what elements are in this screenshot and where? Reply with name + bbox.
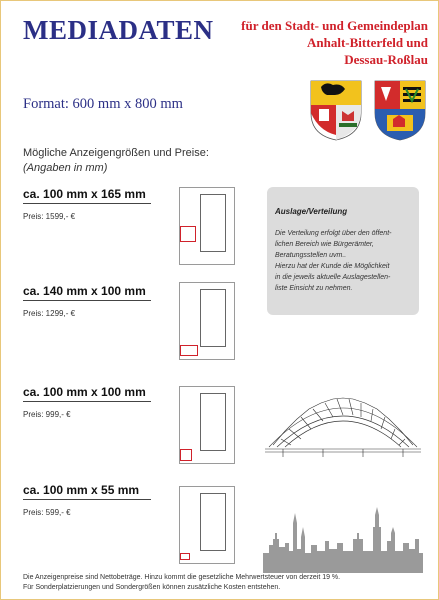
ad-placement-marker — [180, 345, 198, 356]
ad-price-3: Preis: 999,- € — [23, 410, 71, 419]
ad-price-1: Preis: 1599,- € — [23, 212, 76, 221]
info-box-heading: Auslage/Verteilung — [275, 207, 348, 216]
dessau-rosslau-crest-icon — [375, 81, 425, 140]
info-line: Die Verteilung erfolgt über den öffent- — [275, 230, 392, 237]
sizes-heading-block — [23, 146, 209, 176]
sizes-note: (Angaben in mm) — [23, 162, 108, 174]
ad-price-2: Preis: 1299,- € — [23, 309, 76, 318]
city-skyline-icon — [263, 493, 423, 573]
info-box-body — [275, 228, 415, 294]
ad-placement-marker — [180, 226, 196, 242]
ad-mockup-4 — [179, 486, 235, 564]
subtitle-line-1: für den Stadt- und Gemeindeplan — [241, 18, 428, 33]
subtitle-line-2: Anhalt-Bitterfeld und — [307, 35, 428, 50]
ad-placement-marker — [180, 553, 190, 560]
subtitle-line-3: Dessau-Roßlau — [344, 52, 428, 67]
ad-mockup-page — [200, 289, 226, 347]
ad-size-title-2: ca. 140 mm x 100 mm — [23, 284, 151, 301]
ad-size-title-3: ca. 100 mm x 100 mm — [23, 385, 151, 402]
ad-mockup-page — [200, 393, 226, 451]
ad-price-4: Preis: 599,- € — [23, 508, 71, 517]
bridge-illustration-icon — [263, 379, 423, 459]
info-line: Hierzu hat der Kunde die Möglichkeit — [275, 263, 390, 270]
ad-size-title-4: ca. 100 mm x 55 mm — [23, 483, 151, 500]
ad-mockup-2 — [179, 282, 235, 360]
footer-line-2: Für Sonderplatzierungen und Sondergrößen können zusätzliche Kosten entstehen. — [23, 584, 281, 591]
anhalt-bitterfeld-crest-icon — [311, 81, 361, 140]
crests-group — [309, 79, 429, 141]
page-title: MEDIADATEN — [23, 15, 214, 45]
ad-placement-marker — [180, 449, 192, 461]
info-line: in die jeweils aktuelle Auslagestellen- — [275, 274, 391, 281]
ad-mockup-1 — [179, 187, 235, 265]
ad-mockup-page — [200, 493, 226, 551]
ad-size-title-1: ca. 100 mm x 165 mm — [23, 187, 151, 204]
ad-mockup-page — [200, 194, 226, 252]
sizes-heading: Mögliche Anzeigengrößen und Preise: — [23, 147, 209, 159]
info-line: liste Einsicht zu nehmen. — [275, 285, 353, 292]
info-line: Beratungsstellen uvm.. — [275, 252, 347, 259]
footer-line-1: Die Anzeigenpreise sind Nettobeträge. Hinzu kommt die gesetzliche Mehrwertsteuer von derzeit 19 %. — [23, 574, 341, 581]
info-line: lichen Bereich wie Bürgerämter, — [275, 241, 374, 248]
format-line: Format: 600 mm x 800 mm — [23, 96, 183, 112]
ad-mockup-3 — [179, 386, 235, 464]
footer-note — [23, 573, 437, 593]
distribution-info-box — [267, 187, 419, 315]
page-subtitle — [188, 17, 428, 68]
